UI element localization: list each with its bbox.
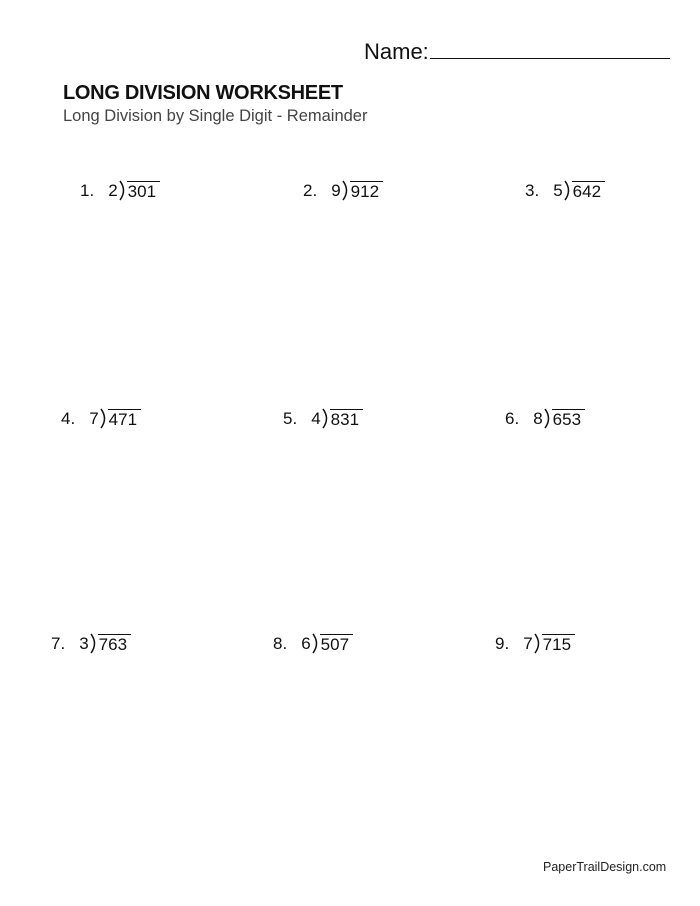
problem-number: 1.: [80, 181, 95, 200]
divisor: 3: [79, 634, 89, 653]
division-bracket-icon: [564, 180, 572, 201]
division-bracket-icon: [544, 408, 552, 429]
divisor: 5: [553, 181, 563, 200]
divisor: 6: [301, 634, 311, 653]
worksheet-title: LONG DIVISION WORKSHEET: [63, 82, 343, 104]
division-bracket-icon: [100, 408, 108, 429]
problem-8: [273, 633, 353, 654]
divisor: 4: [311, 409, 321, 428]
name-blank-line[interactable]: [430, 36, 670, 59]
divisor: 2: [108, 181, 118, 200]
divisor: 7: [89, 409, 99, 428]
problem-1: [80, 180, 160, 201]
dividend: 912: [350, 181, 383, 201]
problem-3: [525, 180, 605, 201]
problem-number: 9.: [495, 634, 510, 653]
divisor: 9: [331, 181, 341, 200]
problem-6: [505, 408, 585, 429]
problem-number: 2.: [303, 181, 318, 200]
site-credit: PaperTrailDesign.com: [543, 860, 667, 874]
dividend: 507: [320, 634, 353, 654]
dividend: 642: [572, 181, 605, 201]
problem-number: 8.: [273, 634, 288, 653]
dividend: 471: [108, 409, 141, 429]
division-bracket-icon: [312, 633, 320, 654]
dividend: 831: [330, 409, 363, 429]
divisor: 8: [533, 409, 543, 428]
problem-9: [495, 633, 575, 654]
problem-number: 6.: [505, 409, 520, 428]
problem-2: [303, 180, 383, 201]
dividend: 301: [127, 181, 160, 201]
division-bracket-icon: [90, 633, 98, 654]
dividend: 653: [552, 409, 585, 429]
division-bracket-icon: [322, 408, 330, 429]
problem-5: [283, 408, 363, 429]
problem-number: 7.: [51, 634, 66, 653]
division-bracket-icon: [342, 180, 350, 201]
divisor: 7: [523, 634, 533, 653]
problem-number: 4.: [61, 409, 76, 428]
problem-number: 3.: [525, 181, 540, 200]
name-field[interactable]: [364, 36, 670, 65]
dividend: 715: [542, 634, 575, 654]
problem-4: [61, 408, 141, 429]
problem-7: [51, 633, 131, 654]
worksheet-subtitle: Long Division by Single Digit - Remainder: [63, 107, 368, 125]
name-label: Name:: [364, 39, 429, 64]
division-bracket-icon: [119, 180, 127, 201]
dividend: 763: [98, 634, 131, 654]
problem-number: 5.: [283, 409, 298, 428]
division-bracket-icon: [534, 633, 542, 654]
